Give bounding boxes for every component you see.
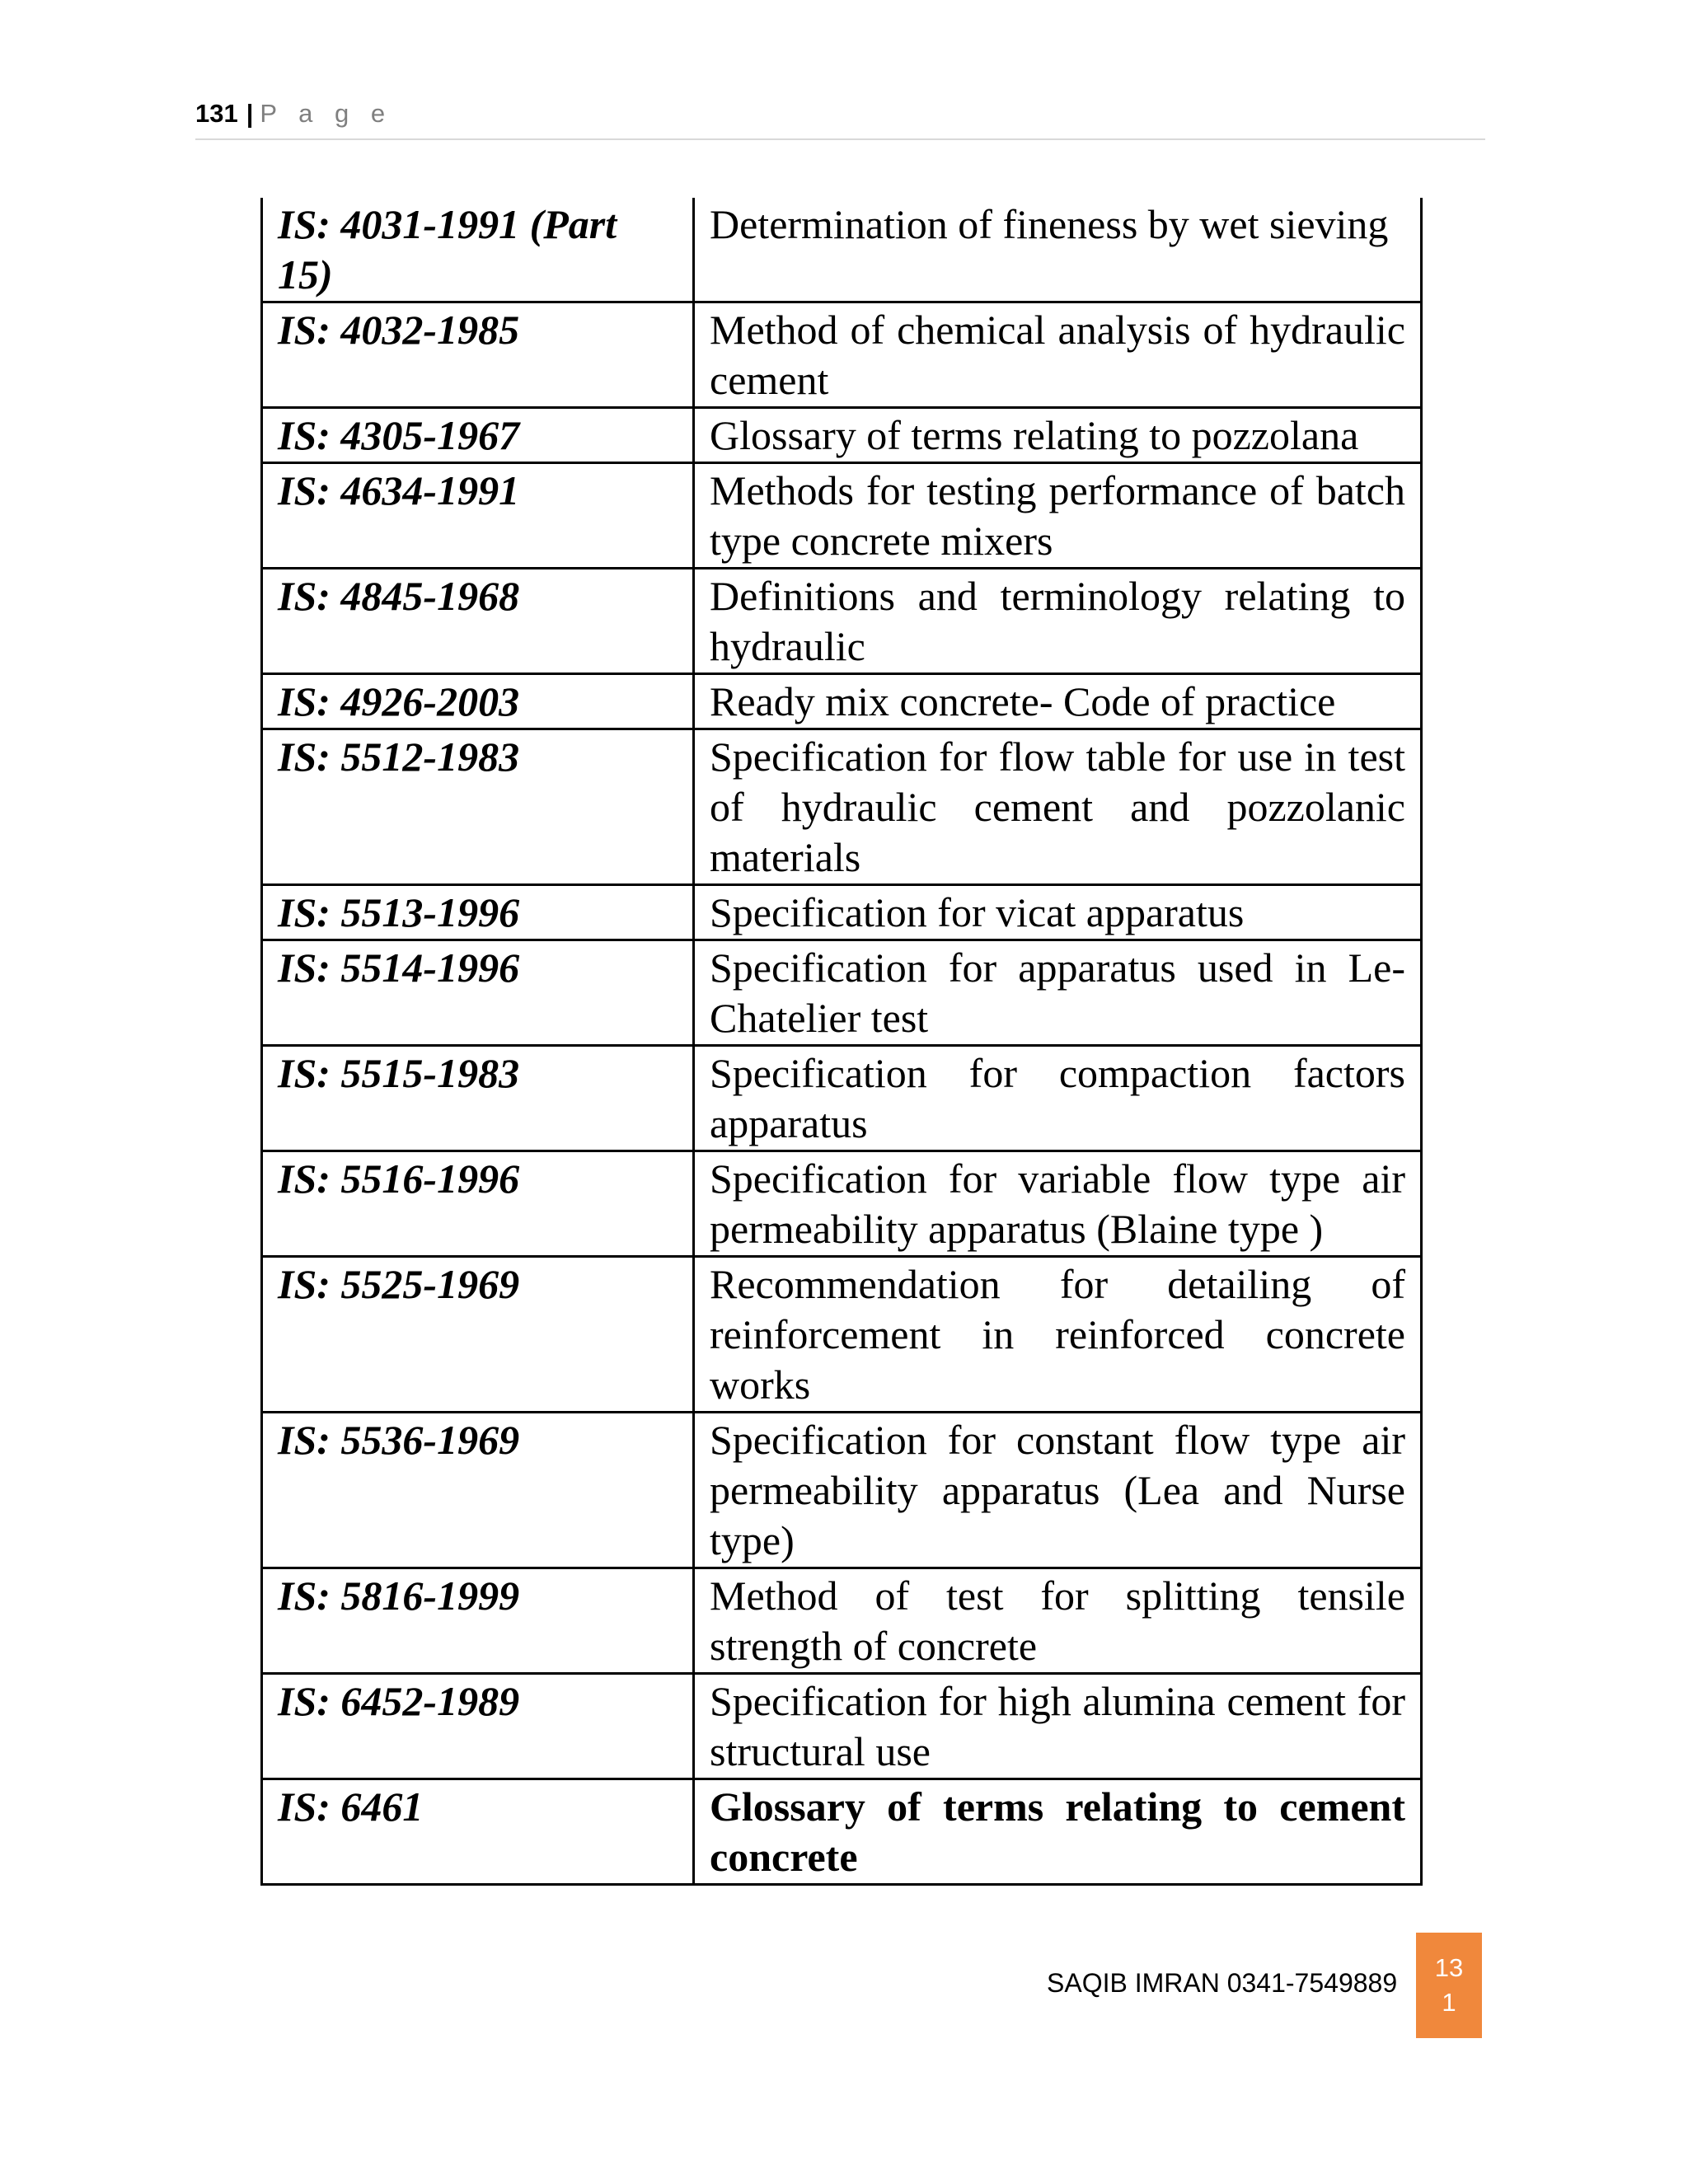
standard-code: IS: 6461 [262, 1779, 694, 1885]
standard-code: IS: 6452-1989 [262, 1674, 694, 1779]
standards-table [260, 198, 1423, 1886]
table-row [262, 1151, 1422, 1257]
footer-page-badge [1416, 1933, 1482, 2038]
standard-code: IS: 4031-1991 (Part 15) [262, 198, 694, 302]
table-row [262, 940, 1422, 1046]
standard-description: Specification for high alumina cement for structural use [694, 1674, 1422, 1779]
table-row [262, 1413, 1422, 1568]
table-row [262, 1779, 1422, 1885]
standard-code: IS: 5525-1969 [262, 1257, 694, 1413]
standard-code: IS: 4032-1985 [262, 302, 694, 408]
standard-description: Specification for constant flow type air permeability apparatus (Lea and Nurse type) [694, 1413, 1422, 1568]
standard-code: IS: 5512-1983 [262, 729, 694, 885]
table-row [262, 674, 1422, 729]
standard-description: Ready mix concrete- Code of practice [694, 674, 1422, 729]
standard-description: Glossary of terms relating to cement concrete [694, 1779, 1422, 1885]
standard-description: Determination of fineness by wet sieving [694, 198, 1422, 302]
footer-badge-line-2: 1 [1442, 1988, 1456, 2017]
standard-code: IS: 5536-1969 [262, 1413, 694, 1568]
page-label: P a g e [260, 99, 393, 128]
standard-code: IS: 5816-1999 [262, 1568, 694, 1674]
standard-description: Method of chemical analysis of hydraulic cement [694, 302, 1422, 408]
standard-description: Specification for compaction factors apparatus [694, 1046, 1422, 1151]
footer-badge-line-1: 13 [1434, 1953, 1464, 1982]
standard-code: IS: 4305-1967 [262, 408, 694, 463]
table-row [262, 1568, 1422, 1674]
table-row [262, 1046, 1422, 1151]
standard-code: IS: 4634-1991 [262, 463, 694, 569]
standard-description: Specification for flow table for use in test of hydraulic cement and pozzolanic materials [694, 729, 1422, 885]
standard-description: Specification for vicat apparatus [694, 885, 1422, 940]
table-row [262, 1257, 1422, 1413]
standard-code: IS: 4926-2003 [262, 674, 694, 729]
standard-description: Specification for apparatus used in Le-Chatelier test [694, 940, 1422, 1046]
table-row [262, 885, 1422, 940]
page-header [195, 99, 1485, 140]
table-row [262, 729, 1422, 885]
standard-code: IS: 5516-1996 [262, 1151, 694, 1257]
standard-description: Definitions and terminology relating to hydraulic [694, 569, 1422, 674]
page-separator: | [246, 99, 254, 128]
standard-code: IS: 4845-1968 [262, 569, 694, 674]
footer-author: SAQIB IMRAN 0341-7549889 [1047, 1968, 1398, 1998]
table-row [262, 198, 1422, 302]
standard-description: Glossary of terms relating to pozzolana [694, 408, 1422, 463]
standard-code: IS: 5514-1996 [262, 940, 694, 1046]
table-row [262, 302, 1422, 408]
standard-code: IS: 5513-1996 [262, 885, 694, 940]
standard-description: Method of test for splitting tensile strength of concrete [694, 1568, 1422, 1674]
table-row [262, 408, 1422, 463]
table-row [262, 1674, 1422, 1779]
table-row [262, 463, 1422, 569]
standard-description: Recommendation for detailing of reinforcement in reinforced concrete works [694, 1257, 1422, 1413]
table-row [262, 569, 1422, 674]
standard-description: Specification for variable flow type air permeability apparatus (Blaine type ) [694, 1151, 1422, 1257]
page-number: 131 [195, 99, 238, 128]
standard-description: Methods for testing performance of batch type concrete mixers [694, 463, 1422, 569]
standard-code: IS: 5515-1983 [262, 1046, 694, 1151]
